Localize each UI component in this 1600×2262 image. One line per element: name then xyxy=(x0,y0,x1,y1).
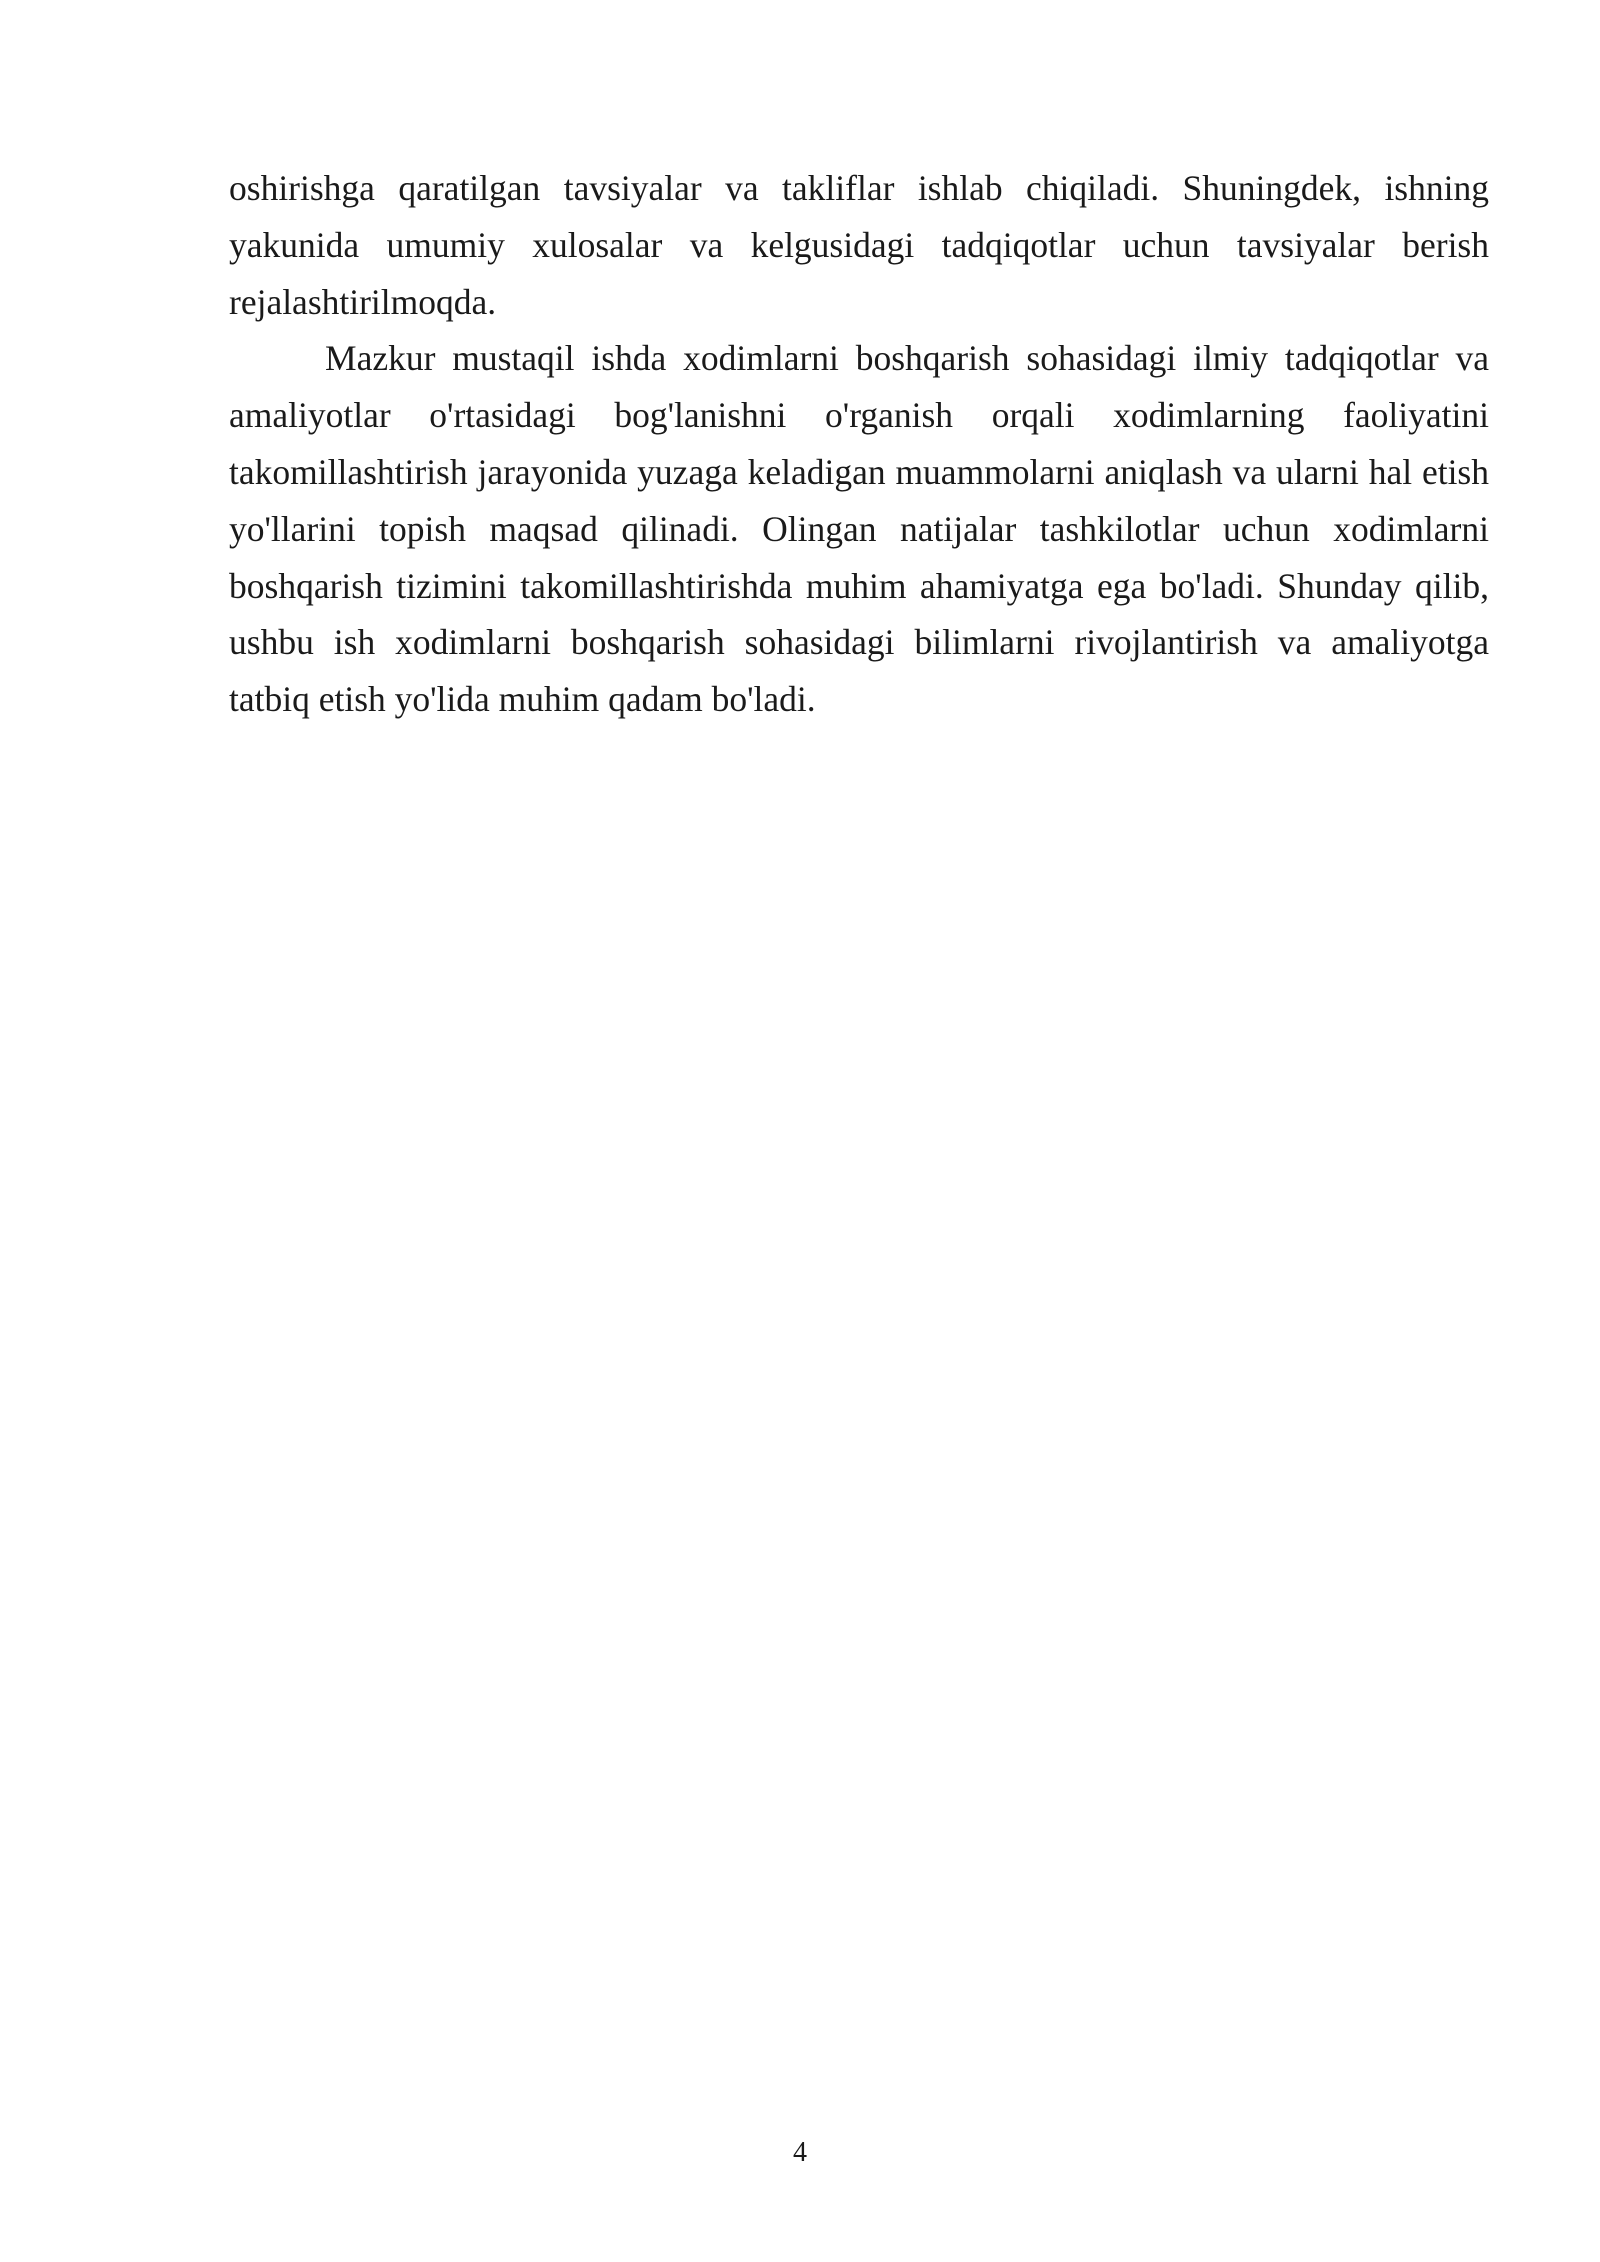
paragraph-main: Mazkur mustaqil ishda xodimlarni boshqarish sohasidagi ilmiy tadqiqotlar va amaliyotlar o'rtasidagi bog'lanishni o'rganish orqali xodimlarning faoliyatini takomillashtirish jarayonida yuzaga keladigan muammolarni aniqlash va ularni hal etish yo'llarini topish maqsad qilinadi. Olingan natijalar tashkilotlar uchun xodimlarni boshqarish tizimini takomillashtirishda muhim ahamiyatga ega bo'ladi. Shunday qilib, ushbu ish xodimlarni boshqarish sohasidagi bilimlarni rivojlantirish va amaliyotga tatbiq etish yo'lida muhim qadam bo'ladi. xyxy=(229,338,1489,720)
paragraph-continued: oshirishga qaratilgan tavsiyalar va takliflar ishlab chiqiladi. Shuningdek, ishning yakunida umumiy xulosalar va kelgusidagi tadqiqotlar uchun tavsiyalar berish rejalashtirilmoqda. xyxy=(229,168,1489,322)
body-text xyxy=(229,160,1489,728)
page-number: 4 xyxy=(793,2137,807,2168)
